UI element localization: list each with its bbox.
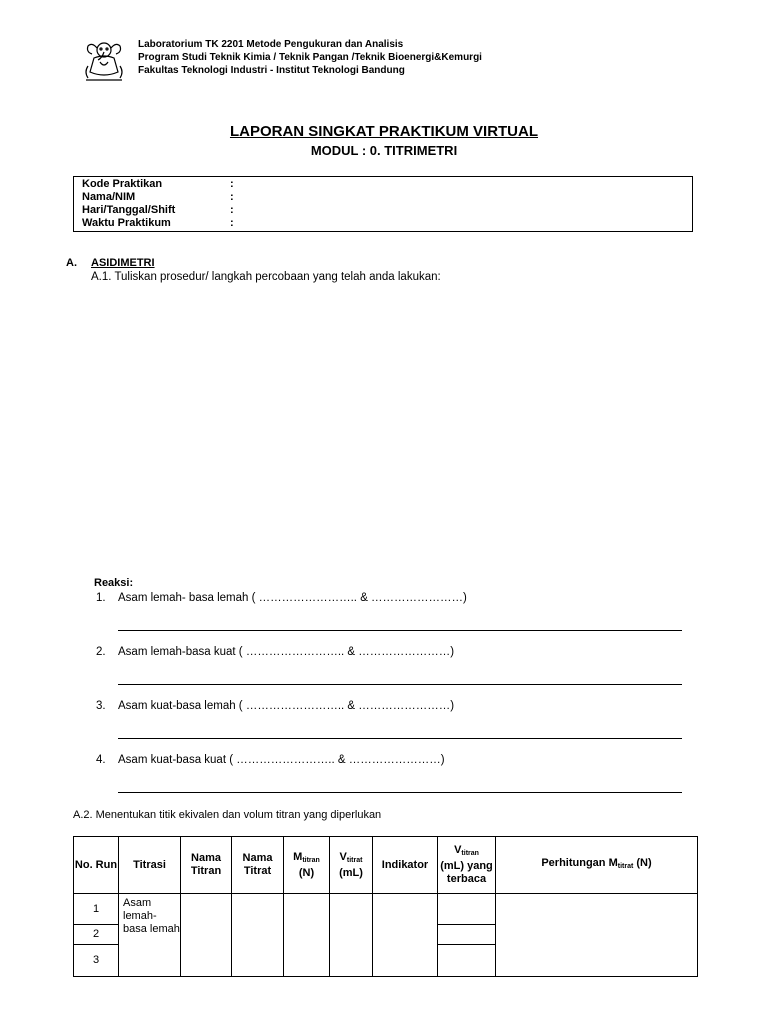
section-title: ASIDIMETRI — [91, 257, 155, 269]
info-label: Kode Praktikan — [82, 178, 163, 190]
reaction-number: 3. — [96, 700, 106, 712]
header-vt-subscript: titran — [461, 850, 479, 857]
answer-line — [118, 792, 682, 793]
header-program-line: Program Studi Teknik Kimia / Teknik Pangan /Teknik Bioenergi&Kemurgi — [138, 52, 482, 63]
table-header-row — [74, 837, 698, 894]
module-title: MODUL : 0. TITRIMETRI — [310, 143, 458, 158]
v-titran-cell[interactable] — [438, 894, 496, 925]
header-v-symbol: V — [339, 850, 347, 863]
reaksi-label: Reaksi: — [94, 577, 134, 589]
info-colon: : — [230, 191, 234, 203]
header-lab-line: Laboratorium TK 2201 Metode Pengukuran dan Analisis — [138, 39, 404, 50]
procedure-prompt: A.1. Tuliskan prosedur/ langkah percobaan yang telah anda lakukan: — [91, 271, 441, 283]
info-colon: : — [230, 204, 234, 216]
answer-line — [118, 684, 682, 685]
indikator-cell[interactable] — [373, 894, 438, 977]
answer-line — [118, 630, 682, 631]
v-titrat-cell[interactable] — [330, 894, 373, 977]
info-colon: : — [230, 178, 234, 190]
reaction-number: 4. — [96, 754, 106, 766]
section-letter: A. — [66, 257, 77, 269]
run-number: 3 — [74, 945, 119, 977]
info-label: Waktu Praktikum — [82, 217, 171, 229]
perhitungan-cell[interactable] — [496, 894, 698, 977]
answer-line — [118, 738, 682, 739]
header-m-unit: (N) — [298, 866, 315, 879]
reaction-text: Asam kuat-basa kuat ( …………………….. & ……………………) — [118, 754, 445, 766]
header-vt-rest: (mL) yang terbaca — [440, 860, 493, 885]
header-no-run: No. Run — [74, 837, 119, 894]
header-v-titran-terbaca — [438, 837, 496, 894]
info-colon: : — [230, 217, 234, 229]
nama-titrat-cell[interactable] — [232, 894, 284, 977]
run-number: 1 — [74, 894, 119, 925]
header-indikator: Indikator — [373, 837, 438, 894]
table-row — [74, 894, 698, 925]
a2-heading: A.2. Menentukan titik ekivalen dan volum titran yang diperlukan — [73, 809, 382, 821]
m-titran-cell[interactable] — [284, 894, 330, 977]
header-titrasi: Titrasi — [119, 837, 181, 894]
header-m-titran — [284, 837, 330, 894]
header-nama-titran: Nama Titran — [181, 837, 232, 894]
header-m-symbol: M — [293, 850, 303, 863]
reaction-number: 1. — [96, 592, 106, 604]
header-v-subscript: titrat — [346, 856, 363, 864]
reaction-text: Asam kuat-basa lemah ( …………………….. & ……………………) — [118, 700, 455, 712]
titration-table — [73, 836, 698, 977]
itb-ganesha-logo-icon — [80, 38, 128, 82]
info-label: Nama/NIM — [82, 191, 136, 203]
header-nama-titrat: Nama Titrat — [232, 837, 284, 894]
reaction-text: Asam lemah- basa lemah ( …………………….. & ……………………) — [118, 592, 467, 604]
header-faculty-line: Fakultas Teknologi Industri - Institut Teknologi Bandung — [138, 65, 405, 76]
student-info-box — [73, 176, 693, 232]
header-m-subscript: titran — [302, 856, 320, 864]
header-perhitungan-unit: (N) — [636, 857, 652, 869]
header-perhitungan-subscript: titrat — [617, 863, 634, 870]
reaction-text: Asam lemah-basa kuat ( …………………….. & ……………………) — [118, 646, 455, 658]
titrasi-cell: Asam lemah-basa lemah — [119, 894, 181, 977]
v-titran-cell[interactable] — [438, 925, 496, 945]
nama-titran-cell[interactable] — [181, 894, 232, 977]
info-label: Hari/Tanggal/Shift — [82, 204, 176, 216]
run-number: 2 — [74, 925, 119, 945]
report-title: LAPORAN SINGKAT PRAKTIKUM VIRTUAL — [229, 123, 539, 140]
header-perhitungan-label: Perhitungan M — [541, 857, 618, 869]
header-v-titrat — [330, 837, 373, 894]
header-vt-symbol: V — [454, 844, 462, 856]
header-perhitungan — [496, 837, 698, 894]
reaction-number: 2. — [96, 646, 106, 658]
v-titran-cell[interactable] — [438, 945, 496, 977]
header-v-unit: (mL) — [339, 866, 363, 879]
